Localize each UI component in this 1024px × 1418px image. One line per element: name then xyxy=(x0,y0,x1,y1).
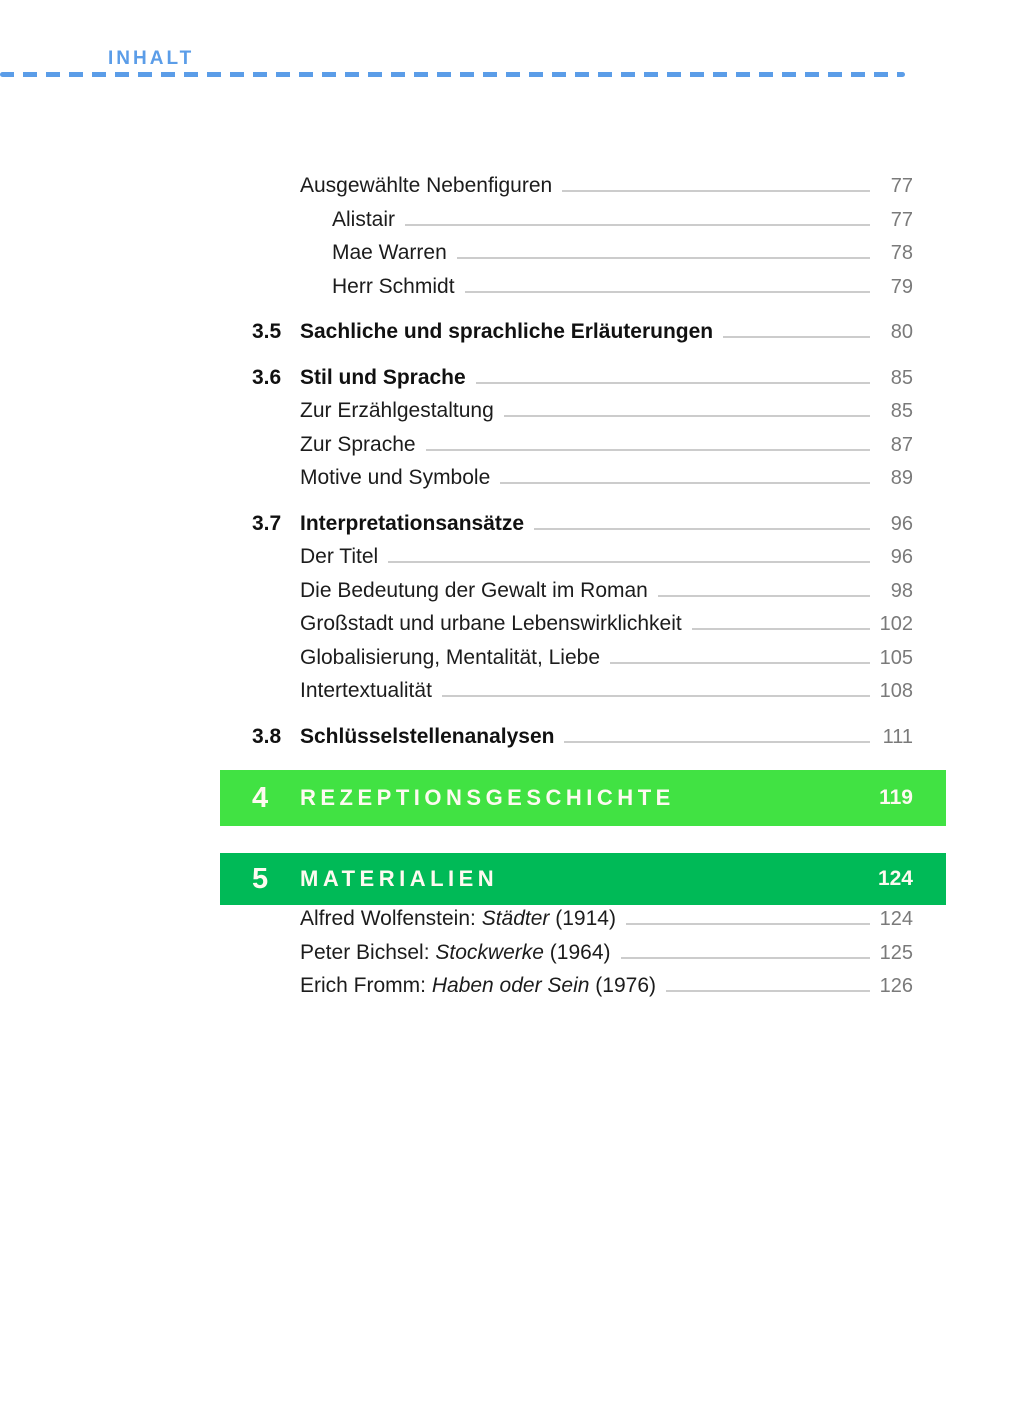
dashed-divider xyxy=(0,72,905,77)
leader-line xyxy=(564,741,870,743)
leader-line xyxy=(426,449,870,451)
toc-entry xyxy=(220,320,946,354)
toc-entry-label: Globalisierung, Mentalität, Liebe xyxy=(300,645,601,669)
toc-entry-page: 87 xyxy=(890,433,913,456)
toc-entry xyxy=(220,725,946,759)
toc-entry-label: Alfred Wolfenstein: Städter (1914) xyxy=(300,907,616,930)
leader-line xyxy=(723,336,870,338)
toc-entry-number: 3.7 xyxy=(252,511,282,535)
toc-entry-number: 3.6 xyxy=(252,365,282,389)
leader-line xyxy=(692,628,870,630)
toc-entry-page: 79 xyxy=(890,275,913,298)
toc-entry-label: Ausgewählte Nebenfiguren xyxy=(300,174,553,197)
leader-line xyxy=(626,923,870,925)
toc-entry-label: Herr Schmidt xyxy=(332,274,455,298)
toc-entry xyxy=(220,679,946,713)
toc-section-materialien xyxy=(220,853,946,905)
toc-entry-label: Motive und Symbole xyxy=(300,466,491,489)
toc-entry-page: 77 xyxy=(890,208,913,231)
section-number: 5 xyxy=(252,862,269,895)
toc-entry xyxy=(220,545,946,579)
toc-entry-label: Schlüsselstellenanalysen xyxy=(300,724,555,748)
toc-entry-page: 85 xyxy=(890,400,913,422)
toc-entry xyxy=(220,366,946,400)
toc-entry-page: 124 xyxy=(879,908,913,930)
toc-entry-label: Mae Warren xyxy=(332,241,447,264)
toc-section-rezeptionsgeschichte xyxy=(220,770,946,826)
leader-line xyxy=(504,415,870,417)
toc-entry-number: 3.5 xyxy=(252,320,282,343)
toc-entry xyxy=(220,907,946,941)
toc-entry xyxy=(220,646,946,680)
leader-line xyxy=(476,382,870,384)
leader-line xyxy=(666,990,870,992)
leader-line xyxy=(534,528,870,530)
leader-line xyxy=(658,595,870,597)
toc-entry-label: Interpretationsansätze xyxy=(300,511,525,535)
toc-entry xyxy=(220,974,946,1008)
toc-entry-page: 77 xyxy=(890,175,913,197)
toc-entry xyxy=(220,512,946,546)
toc-entry xyxy=(220,399,946,433)
page-heading: INHALT xyxy=(108,48,195,69)
leader-line xyxy=(442,695,870,697)
toc-entry-label: Sachliche und sprachliche Erläuterungen xyxy=(300,320,714,343)
toc-entry-page: 126 xyxy=(879,975,913,997)
toc-entry-label: Erich Fromm: Haben oder Sein (1976) xyxy=(300,974,657,997)
toc-entry-label: Zur Sprache xyxy=(300,432,416,456)
section-title: MATERIALIEN xyxy=(300,866,499,891)
toc-entry xyxy=(220,466,946,500)
section-title: REZEPTIONSGESCHICHTE xyxy=(300,785,675,810)
toc-entry xyxy=(220,941,946,975)
toc-entry-page: 108 xyxy=(879,680,913,702)
leader-line xyxy=(388,561,870,563)
toc-entry-label: Die Bedeutung der Gewalt im Roman xyxy=(300,578,648,602)
toc-entry-page: 89 xyxy=(890,467,913,489)
leader-line xyxy=(610,662,870,664)
toc-entry-page: 85 xyxy=(890,366,913,389)
toc-entry-page: 102 xyxy=(879,613,913,635)
leader-line xyxy=(621,957,871,959)
toc-entry-label: Peter Bichsel: Stockwerke (1964) xyxy=(300,940,611,964)
leader-line xyxy=(500,482,870,484)
toc-entry xyxy=(220,612,946,646)
toc-entry xyxy=(220,174,946,208)
toc-entry xyxy=(220,579,946,613)
toc-entry-page: 125 xyxy=(879,941,913,964)
toc-entry xyxy=(220,208,946,242)
leader-line xyxy=(405,224,870,226)
toc-entry-label: Stil und Sprache xyxy=(300,365,466,389)
section-page-number: 119 xyxy=(879,786,913,809)
leader-line xyxy=(457,257,870,259)
toc-entry xyxy=(220,433,946,467)
toc-entry-label: Zur Erzählgestaltung xyxy=(300,399,494,422)
toc-entry-label: Großstadt und urbane Lebenswirklichkeit xyxy=(300,612,682,635)
toc-entry-label: Intertextualität xyxy=(300,679,432,702)
leader-line xyxy=(465,291,870,293)
toc xyxy=(220,174,946,1008)
toc-entry-page: 96 xyxy=(890,512,913,535)
toc-entry-page: 98 xyxy=(890,579,913,602)
toc-entry-page: 80 xyxy=(890,321,913,343)
section-number: 4 xyxy=(252,781,269,814)
leader-line xyxy=(562,190,870,192)
toc-entry-page: 105 xyxy=(879,646,913,669)
toc-entry-label: Alistair xyxy=(332,207,396,231)
toc-entry-label: Der Titel xyxy=(300,545,379,568)
toc-entry-page: 78 xyxy=(890,242,913,264)
toc-entry-page: 96 xyxy=(890,546,913,568)
toc-entry-number: 3.8 xyxy=(252,724,282,748)
toc-entry xyxy=(220,275,946,309)
section-page-number: 124 xyxy=(877,867,913,890)
toc-entry xyxy=(220,241,946,275)
toc-entry-page: 111 xyxy=(882,725,913,748)
